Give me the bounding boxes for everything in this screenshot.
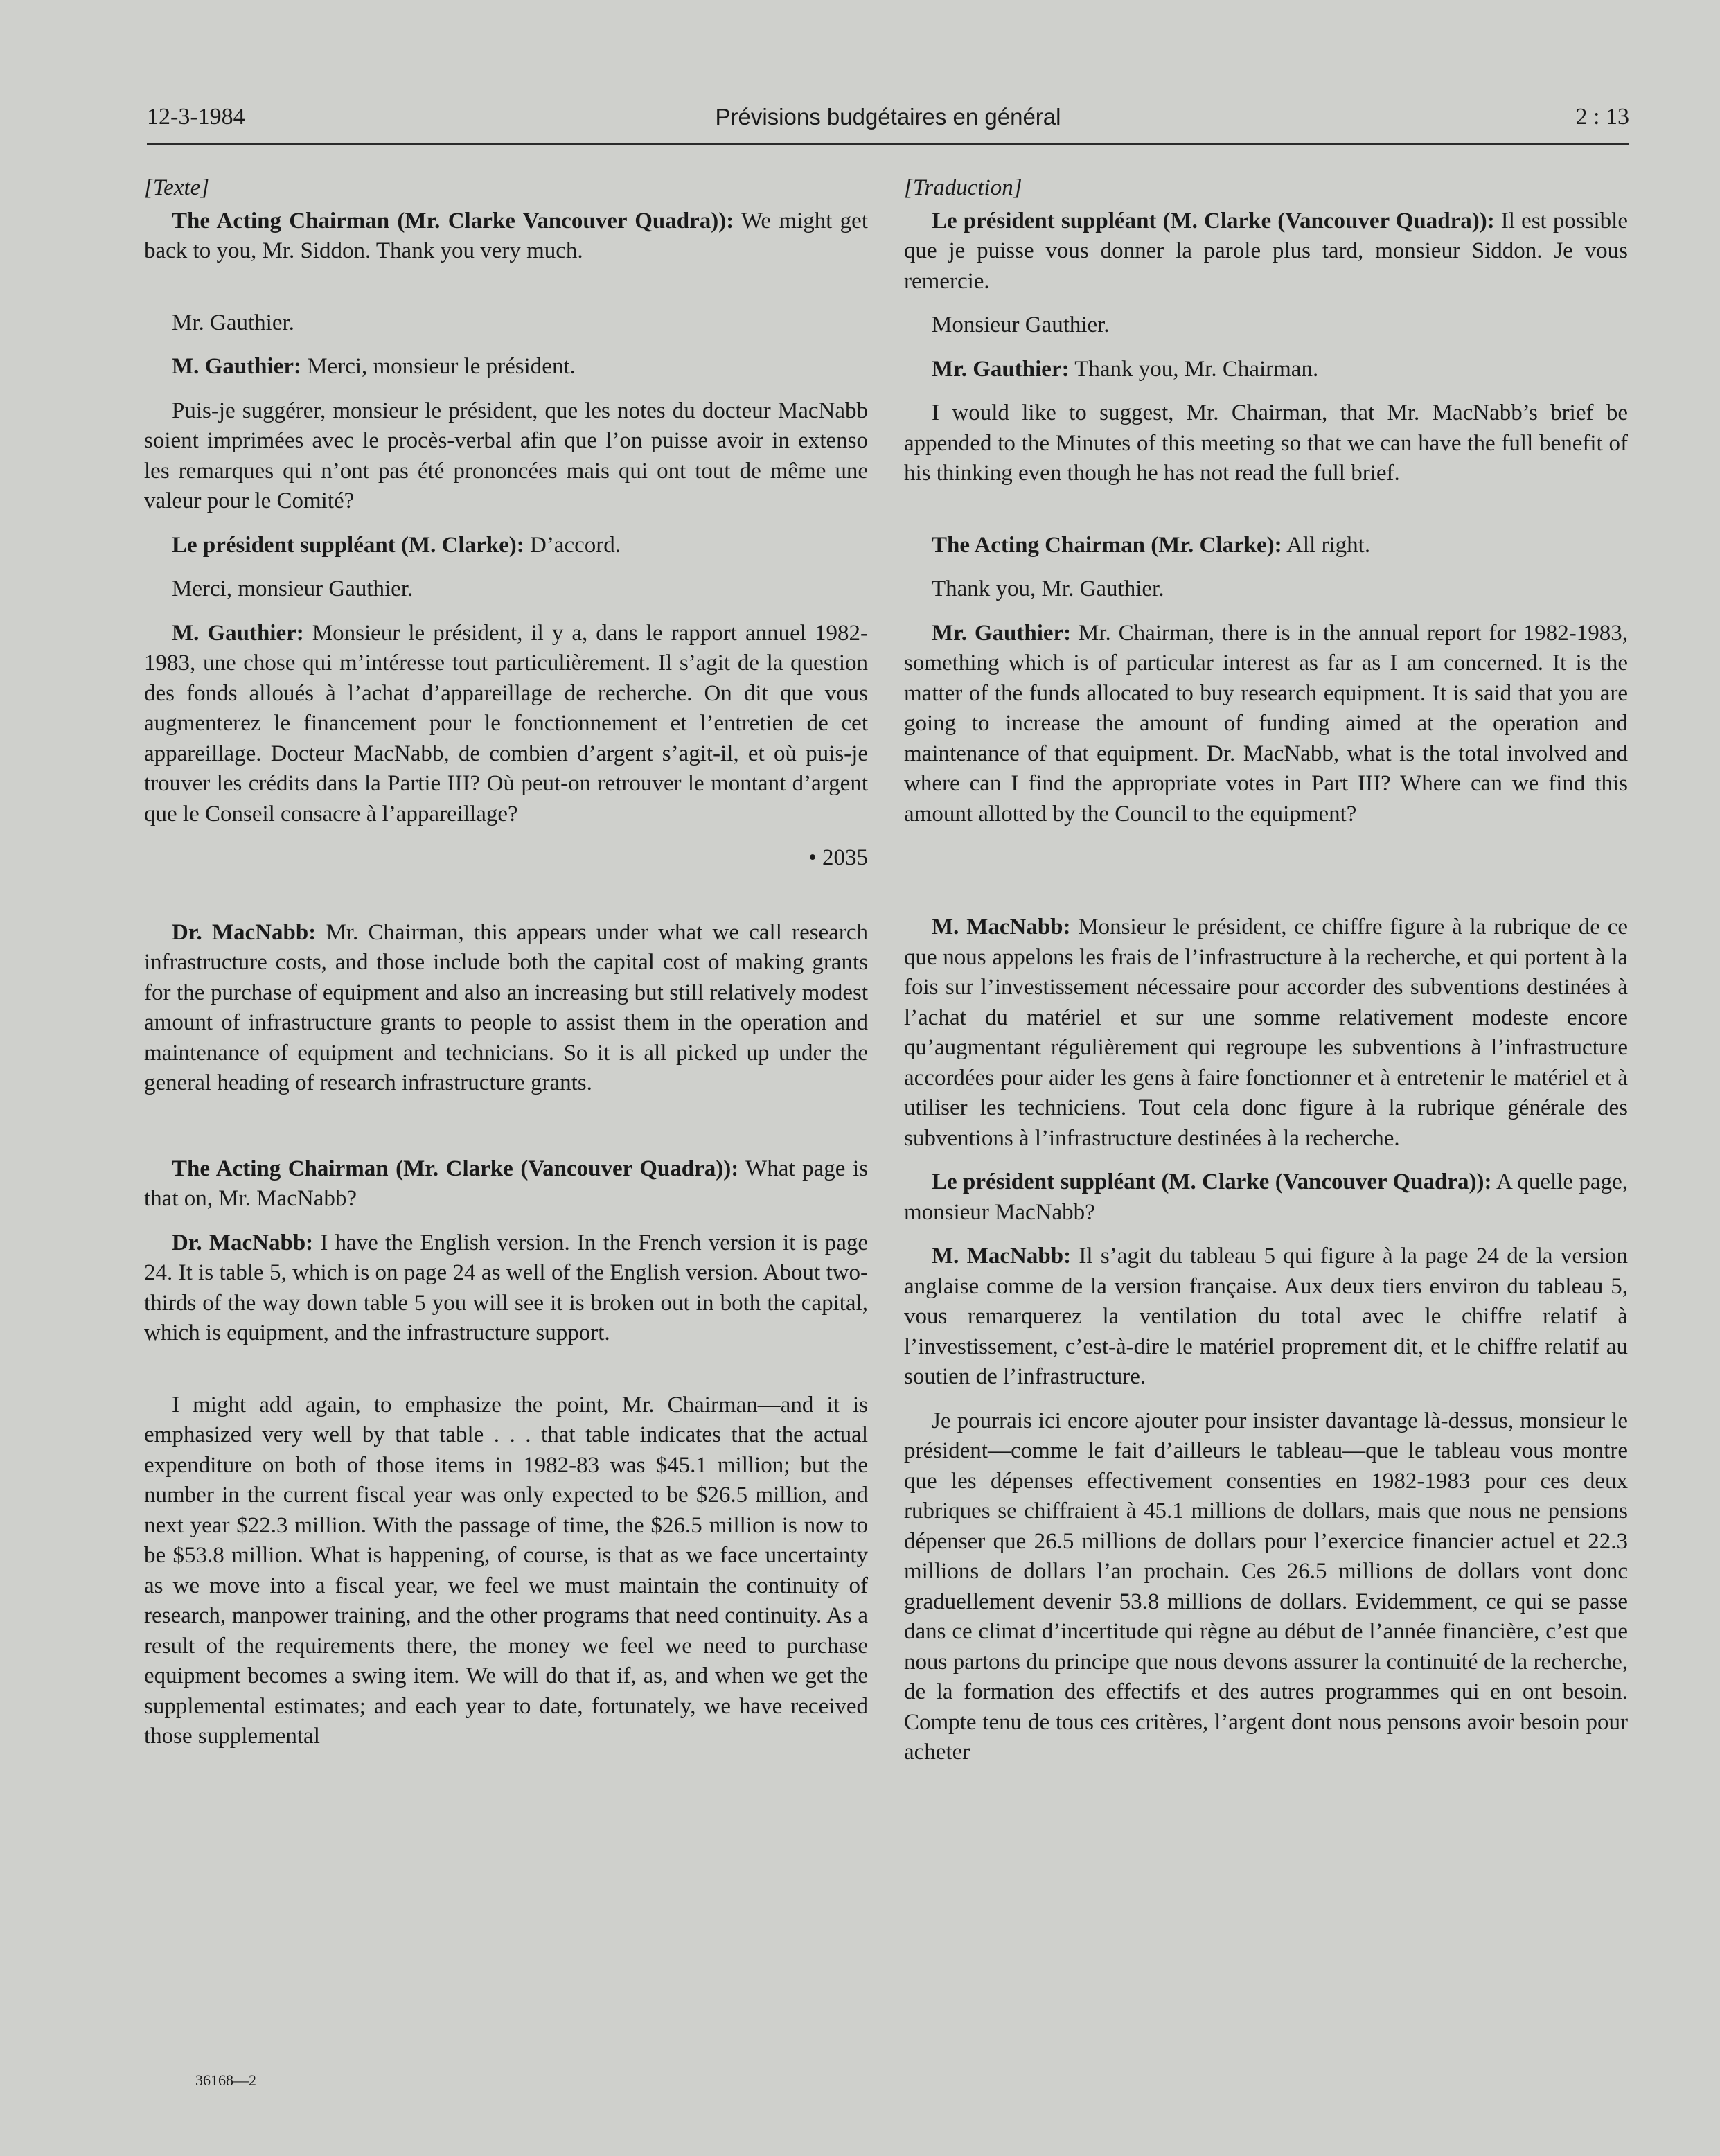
paragraph: M. Gauthier: Merci, monsieur le président. <box>172 354 576 379</box>
speaker-name: Dr. MacNabb: <box>172 919 317 945</box>
paragraph: The Acting Chairman (Mr. Clarke Vancouver Quadra)): We might get back to you, Mr. Siddon. Thank you very much. <box>144 208 868 263</box>
paragraph: M. MacNabb: Il s’agit du tableau 5 qui figure à la page 24 de la version anglaise comme de la version française. Aux deux tiers environ du tableau 5, vous remarquerez la ventilation du total avec le chiffre relatif à l’investissement, c’est-à-dire le matériel proprement dit, et le chiffre relatif au soutien de l’infrastructure. <box>904 1244 1628 1389</box>
paragraph: Dr. MacNabb: Mr. Chairman, this appears under what we call research infrastructure costs, and those include both the capital cost of making grants for the purchase of equipment and also an increasing but still relatively modest amount of infrastructure grants to people to assist them in the operation and maintenance of equipment and technicians. So it is all picked up under the general heading of research infrastructure grants. <box>144 919 868 1095</box>
speaker-name: The Acting Chairman (Mr. Clarke (Vancouver Quadra)): <box>172 1156 739 1181</box>
speaker-name: Dr. MacNabb: <box>172 1230 314 1255</box>
paragraph: Le président suppléant (M. Clarke (Vancouver Quadra)): Il est possible que je puisse vous donner la parole plus tard, monsieur Siddon. Je vous remercie. <box>904 208 1628 294</box>
speaker-name: M. MacNabb: <box>932 1244 1072 1269</box>
time-marker: • 2035 <box>808 845 868 870</box>
paragraph: Le président suppléant (M. Clarke): D’accord. <box>172 532 621 558</box>
paragraph: I would like to suggest, Mr. Chairman, that Mr. MacNabb’s brief be appended to the Minutes of this meeting so that we can have the full benefit of his thinking even though he has not read the full brief. <box>904 400 1628 486</box>
speaker-name: Mr. Gauthier: <box>932 356 1070 382</box>
paragraph: Mr. Gauthier: Mr. Chairman, there is in the annual report for 1982-1983, something which is of particular interest as far as I am concerned. It is the matter of the funds allocated to buy research equipment. It is said that you are going to increase the amount of funding aimed at the operation and maintenance of that equipment. Dr. MacNabb, what is the total involved and where can I find the appropriate votes in Part III? Where can we find this amount allotted by the Council to the equipment? <box>904 620 1629 827</box>
paragraph: M. Gauthier: Monsieur le président, il y a, dans le rapport annuel 1982-1983, une chose qui m’intéresse tout particulièrement. Il s’agit de la question des fonds alloués à l’achat d’appareillage de recherche. On dit que vous augmenterez le financement pour le fonctionnement et l’entretien de cet appareillage. Docteur MacNabb, de combien d’argent s’agit-il, et où puis-je trouver les crédits dans la Partie III? Où peut-on retrouver le montant d’argent que le Conseil consacre à l’appareillage? <box>144 620 868 827</box>
paragraph: Merci, monsieur Gauthier. <box>172 576 414 601</box>
paragraph: M. MacNabb: Monsieur le président, ce chiffre figure à la rubrique de ce que nous appelons les frais de l’infrastructure à la recherche, et qui portent à la fois sur l’investissement nécessaire pour accorder des subventions destinées à l’achat du matériel et sur une somme relativement modeste encore qu’augmentant régulièrement qui regroupe les subventions à l’infrastructure accordées pour aider les gens à faire fonctionner et à entretenir le matériel et à utiliser les techniciens. Tout cela donc figure à la rubrique générale des subventions à l’infrastructure destinées à la recherche. <box>904 914 1629 1151</box>
header-title: Prévisions budgétaires en général <box>715 104 1061 130</box>
language-tag: [Texte] <box>144 175 210 200</box>
speaker-name: M. Gauthier: <box>172 620 304 646</box>
left-column-english <box>144 173 868 1766</box>
paragraph: Dr. MacNabb: I have the English version. In the French version it is page 24. It is table 5, which is on page 24 as well of the English version. About two-thirds of the way down table 5 you will see it is broken out in both the capital, which is equipment, and the infrastructure support. <box>144 1230 868 1345</box>
speaker-name: M. MacNabb: <box>932 914 1071 939</box>
speaker-name: The Acting Chairman (Mr. Clarke Vancouver Quadra)): <box>172 208 734 233</box>
print-code: 36168—2 <box>195 2071 256 2089</box>
header-date: 12-3-1984 <box>147 104 245 130</box>
paragraph: Mr. Gauthier. <box>172 310 294 335</box>
speaker-name: Le président suppléant (M. Clarke): <box>172 532 524 558</box>
paragraph: Le président suppléant (M. Clarke (Vancouver Quadra)): A quelle page, monsieur MacNabb? <box>904 1169 1628 1225</box>
right-column-french <box>904 173 1628 1782</box>
speaker-name: Mr. Gauthier: <box>932 620 1072 646</box>
speaker-name: Le président suppléant (M. Clarke (Vancouver Quadra)): <box>932 1169 1492 1194</box>
paragraph: Mr. Gauthier: Thank you, Mr. Chairman. <box>932 356 1319 382</box>
paragraph: The Acting Chairman (Mr. Clarke (Vancouver Quadra)): What page is that on, Mr. MacNabb? <box>144 1156 868 1211</box>
language-tag: [Traduction] <box>904 175 1022 200</box>
paragraph: I might add again, to emphasize the point, Mr. Chairman—and it is emphasized very well by that table . . . that table indicates that the actual expenditure on both of those items in 1982-83 was $45.1 million; but the number in the current fiscal year was only expected to be $26.5 million, and next year $22.3 million. With the passage of time, the $26.5 million is now to be $53.8 million. What is happening, of course, is that as we face uncertainty as we move into a fiscal year, we feel we must maintain the continuity of research, manpower training, and the other programs that need continuity. As a result of the requirements there, the money we feel we need to purchase equipment becomes a swing item. We will do that if, as, and when we get the supplemental estimates; and each year to date, fortunately, we have received those supplemental <box>144 1392 868 1749</box>
paragraph: The Acting Chairman (Mr. Clarke): All right. <box>932 532 1371 558</box>
paragraph: Puis-je suggérer, monsieur le président, que les notes du docteur MacNabb soient imprimées avec le procès-verbal afin que l’on puisse avoir in extenso les remarques qui n’ont pas été prononcées mais qui ont tout de même une valeur pour le Comité? <box>144 398 868 513</box>
speaker-name: The Acting Chairman (Mr. Clarke): <box>932 532 1282 558</box>
paragraph: Je pourrais ici encore ajouter pour insister davantage là-dessus, monsieur le président—comme le fait d’ailleurs le tableau—que le tableau vous montre que les dépenses effectivement consenties en 1982-1983 pour ces deux rubriques se chiffraient à 45.1 millions de dollars, mais que nous ne pensions dépenser que 26.5 millions de dollars pour l’exercice financier actuel et 22.3 millions de dollars l’an prochain. Ces 26.5 millions de dollars vont donc graduellement devenir 53.8 millions de dollars. Evidemment, ce qui se passe dans ce climat d’incertitude qui règne au début de l’année financière, c’est que nous partons du principe que nous devons assurer la continuité de la recherche, de la formation des effectifs et des autres programmes qui en ont besoin. Compte tenu de tous ces critères, l’argent dont nous pensons avoir besoin pour acheter <box>904 1408 1628 1765</box>
speaker-name: Le président suppléant (M. Clarke (Vancouver Quadra)): <box>932 208 1495 233</box>
header-page-number: 2 : 13 <box>1575 104 1629 130</box>
paragraph: Thank you, Mr. Gauthier. <box>932 576 1164 601</box>
running-header <box>147 104 1629 145</box>
paragraph: Monsieur Gauthier. <box>932 312 1110 337</box>
speaker-name: M. Gauthier: <box>172 354 301 379</box>
